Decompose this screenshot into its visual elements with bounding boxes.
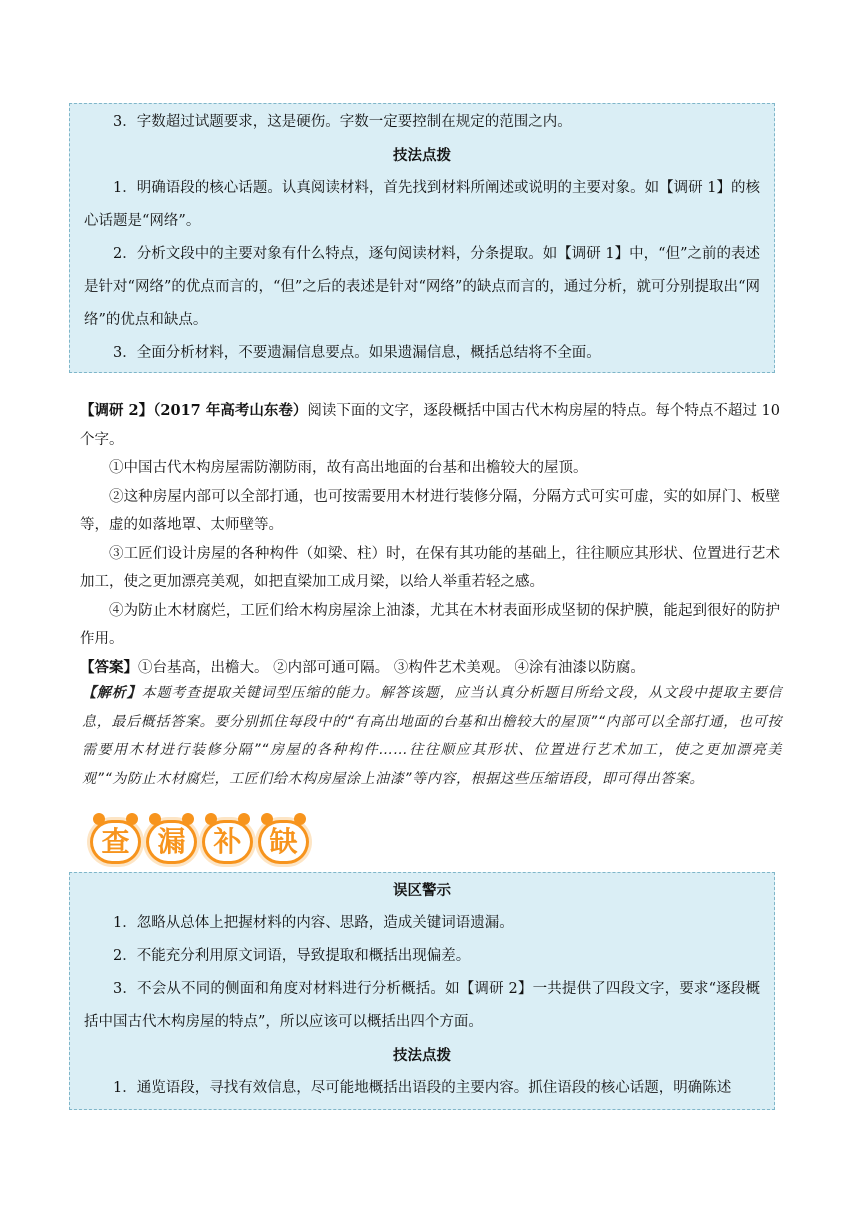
banner-char-3: 补: [205, 823, 250, 861]
warning-item-1: 1．忽略从总体上把握材料的内容、思路，造成关键词语遗漏。: [113, 915, 514, 931]
warning-item-2: 2．不能充分利用原文词语，导致提取和概括出现偏差。: [113, 948, 471, 964]
passage-paragraph-3: ③工匠们设计房屋的各种构件（如梁、柱）时，在保有其功能的基础上，往往顺应其形状、位置进行艺术加工，使之更加漂亮美观，如把直梁加工成月梁，以给人举重若轻之感。: [80, 545, 780, 590]
tips-heading: 技法点拨: [393, 147, 451, 164]
banner-char-2: 漏: [149, 823, 194, 861]
question-intro: [80, 397, 780, 454]
pitfall-item-3: 3．字数超过试题要求，这是硬伤。字数一定要控制在规定的范围之内。: [113, 114, 572, 130]
answer-label: 【答案】: [80, 658, 138, 676]
question-source: （2017 年高考山东卷）: [153, 402, 308, 419]
banner-char-1: 查: [93, 823, 138, 861]
answer-line: [80, 654, 780, 683]
banner-tile-3: [202, 820, 253, 864]
tip-item-3: 3．全面分析材料，不要遗漏信息要点。如果遗漏信息，概括总结将不全面。: [113, 345, 601, 361]
tips-box-bottom: [69, 872, 775, 1110]
tip2-item-1: 1．通览语段，寻找有效信息，尽可能地概括出语段的主要内容。抓住语段的核心话题，明确陈述: [113, 1080, 732, 1096]
tips-box-top: [69, 103, 775, 373]
answer-text: ①台基高，出檐大。 ②内部可通可隔。 ③构件艺术美观。 ④涂有油漆以防腐。: [138, 659, 645, 676]
banner-tile-4: [258, 820, 309, 864]
banner-char-4: 缺: [261, 823, 306, 861]
analysis-block: [82, 679, 782, 793]
analysis-label: 【解析】: [82, 685, 142, 701]
passage-paragraph-1: ①中国古代木构房屋需防潮防雨，故有高出地面的台基和出檐较大的屋顶。: [109, 460, 588, 476]
tips-heading-2: 技法点拨: [393, 1047, 451, 1064]
warning-heading: 误区警示: [393, 882, 451, 899]
tip-item-2: 2．分析文段中的主要对象有什么特点，逐句阅读材料，分条提取。如【调研 1】中，“但”之前的表述是针对“网络”的优点而言的，“但”之后的表述是针对“网络”的缺点而言的，通过分析，就可分别提取出“网络”的优点和缺点。: [84, 246, 760, 328]
tip-item-1: 1．明确语段的核心话题。认真阅读材料，首先找到材料所阐述或说明的主要对象。如【调研 1】的核心话题是“网络”。: [84, 180, 760, 229]
section-banner: [86, 814, 316, 870]
banner-tile-2: [146, 820, 197, 864]
question-label: 【调研 2】: [80, 402, 154, 419]
analysis-text: 本题考查提取关键词型压缩的能力。解答该题，应当认真分析题目所给文段，从文段中提取主要信息，最后概括答案。要分别抓住每段中的“有高出地面的台基和出檐较大的屋顶”“内部可以全部打通，也可按需要用木材进行装修分隔”“房屋的各种构件……往往顺应其形状、位置进行艺术加工，使之更加漂亮美观”“为防止木材腐烂，工匠们给木构房屋涂上油漆”等内容，根据这些压缩语段，即可得出答案。: [82, 685, 782, 787]
question-block: [80, 397, 780, 682]
question-prompt: 阅读下面的文字，逐段概括中国古代木构房屋的特点。每个特点不超过 10 个字。: [80, 403, 780, 448]
passage-paragraph-4: ④为防止木材腐烂，工匠们给木构房屋涂上油漆，尤其在木材表面形成坚韧的保护膜，能起到很好的防护作用。: [80, 602, 780, 647]
banner-tile-1: [90, 820, 141, 864]
warning-item-3: 3．不会从不同的侧面和角度对材料进行分析概括。如【调研 2】一共提供了四段文字，要求“逐段概括中国古代木构房屋的特点”，所以应该可以概括出四个方面。: [84, 981, 760, 1030]
passage-paragraph-2: ②这种房屋内部可以全部打通，也可按需要用木材进行装修分隔，分隔方式可实可虚，实的如屏门、板壁等，虚的如落地罩、太师壁等。: [80, 488, 780, 533]
